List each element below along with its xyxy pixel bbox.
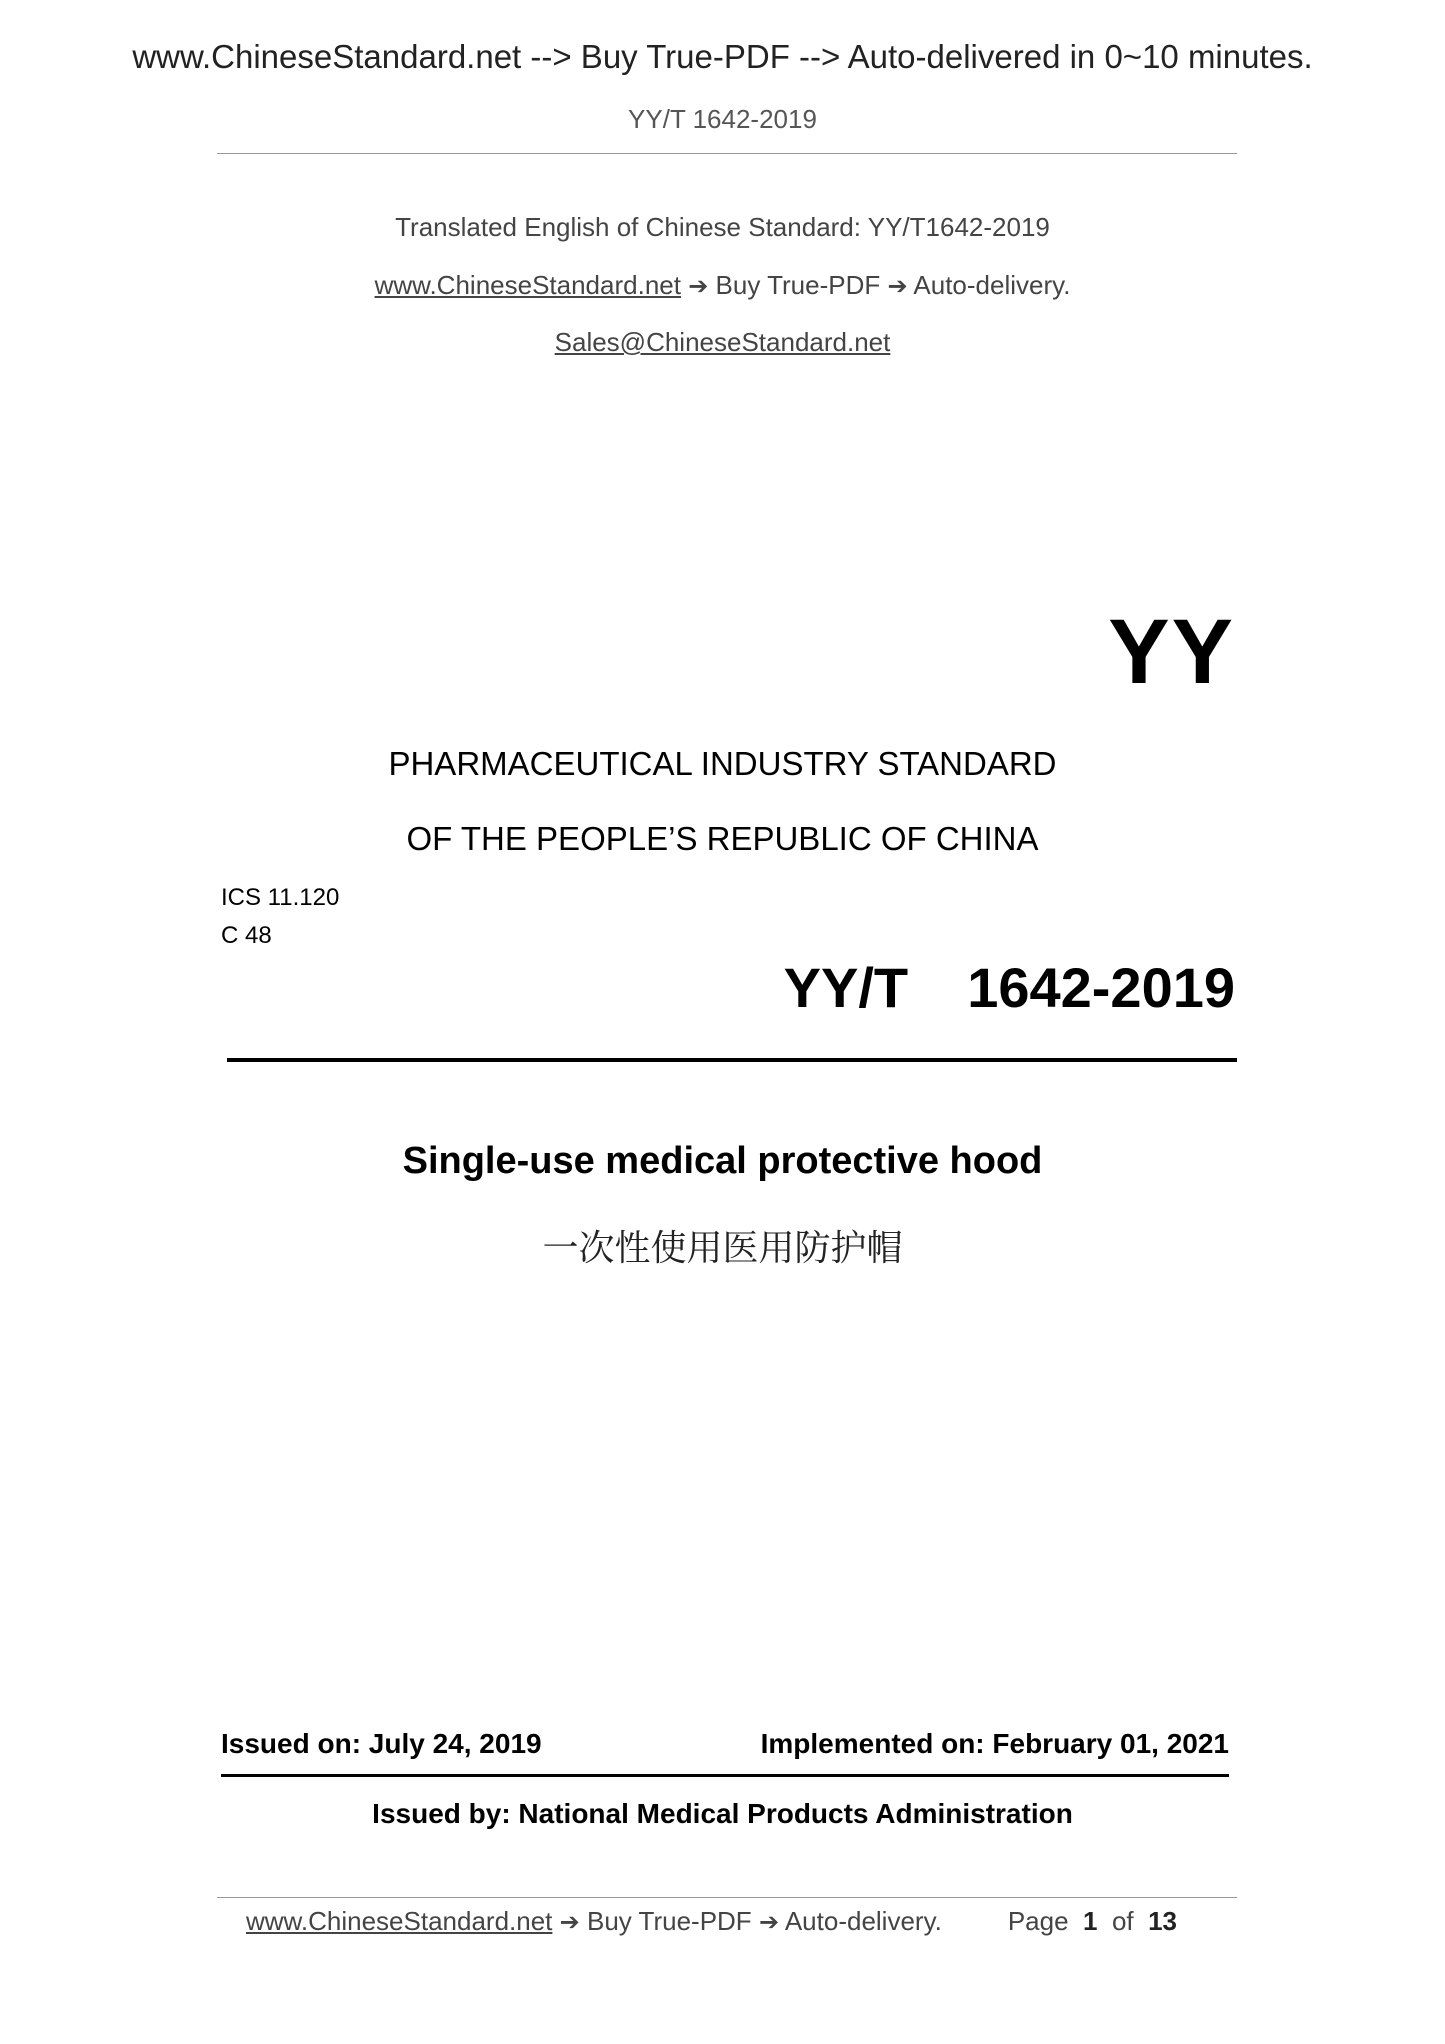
buy-text: Buy True-PDF [715,270,881,300]
issue-divider [221,1774,1229,1777]
arrow-right-icon: ➔ [887,272,908,300]
standard-category-line1: PHARMACEUTICAL INDUSTRY STANDARD [388,745,1057,782]
delivery-text: Auto-delivery. [913,270,1071,300]
arrow-right-icon: ➔ [559,1908,580,1936]
site-link[interactable]: www.ChineseStandard.net [374,270,681,300]
arrow-right-icon: ➔ [758,1908,780,1936]
title-divider [227,1058,1237,1062]
standard-number: YY/T 1642-2019 [783,956,1235,1019]
page-label: Page [1007,1906,1069,1936]
header-divider [217,153,1237,154]
sales-email-line [0,327,1445,358]
top-banner: www.ChineseStandard.net --> Buy True-PDF --> Auto-delivered in 0~10 minutes. [132,38,1313,75]
sales-email-link[interactable]: Sales@ChineseStandard.net [554,327,891,357]
footer-links [246,1906,942,1937]
document-title-english: Single-use medical protective hood [402,1140,1043,1182]
page-total: 13 [1148,1906,1177,1936]
footer-delivery-text: Auto-delivery. [784,1906,942,1936]
page-indicator [1008,1906,1177,1937]
document-title-chinese: 一次性使用医用防护帽 [542,1228,903,1269]
issued-on-date: Issued on: July 24, 2019 [221,1728,542,1759]
standard-logo: YY [1108,601,1235,703]
translation-site-line [0,270,1445,301]
footer-site-link[interactable]: www.ChineseStandard.net [246,1906,553,1936]
translation-title: Translated English of Chinese Standard: YY/T1642-2019 [395,212,1050,242]
standard-category-line2: OF THE PEOPLE’S REPUBLIC OF CHINA [406,820,1039,857]
implemented-on-date: Implemented on: February 01, 2021 [760,1728,1229,1759]
page-current: 1 [1083,1906,1098,1936]
arrow-right-icon: ➔ [688,272,709,300]
header-standard-code: YY/T 1642-2019 [628,104,817,134]
issued-by: Issued by: National Medical Products Administration [372,1798,1073,1829]
page-of-label: of [1111,1906,1134,1936]
footer-divider [217,1897,1237,1898]
footer-buy-text: Buy True-PDF [586,1906,752,1936]
ccs-code: C 48 [221,922,272,949]
ics-code: ICS 11.120 [221,884,340,911]
